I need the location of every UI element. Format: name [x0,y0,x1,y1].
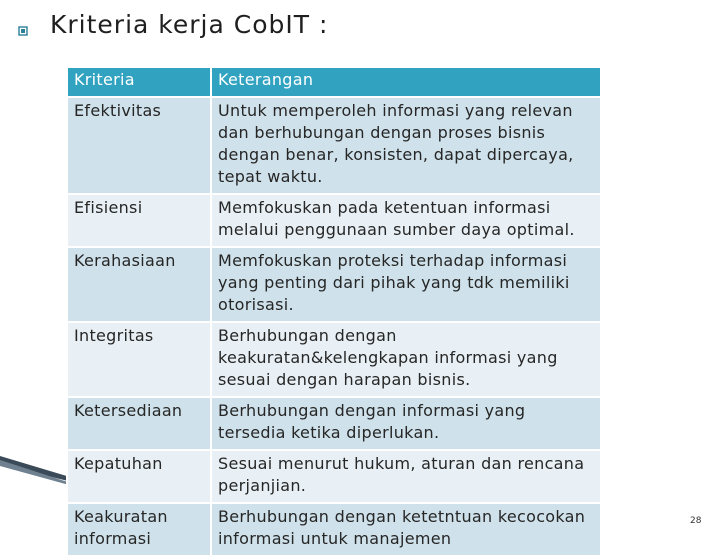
cell-keterangan: Berhubungan dengan keakuratan&kelengkapan informasi yang sesuai dengan harapan bisnis. [211,322,601,397]
cell-kriteria: Kepatuhan [67,450,211,503]
cell-kriteria: Keakuratan informasi [67,503,211,556]
page-number: 28 [690,516,702,526]
cell-kriteria: Integritas [67,322,211,397]
table-row [67,503,601,556]
cell-keterangan: Berhubungan dengan ketetntuan kecocokan informasi untuk manajemen [211,503,601,556]
cell-kriteria: Efektivitas [67,97,211,194]
cell-keterangan: Memfokuskan pada ketentuan informasi melalui penggunaan sumber daya optimal. [211,194,601,247]
slide-title: Kriteria kerja CobIT : [50,10,329,39]
cell-keterangan: Memfokuskan proteksi terhadap informasi yang penting dari pihak yang tdk memiliki otorisasi. [211,247,601,322]
cell-keterangan: Berhubungan dengan informasi yang tersedia ketika diperlukan. [211,397,601,450]
cell-kriteria: Efisiensi [67,194,211,247]
bullet-icon [18,26,28,36]
cell-kriteria: Ketersediaan [67,397,211,450]
table-row [67,397,601,450]
table-row [67,194,601,247]
table-row [67,97,601,194]
table-header-row [67,67,601,97]
cell-kriteria: Kerahasiaan [67,247,211,322]
cell-keterangan: Untuk memperoleh informasi yang relevan dan berhubungan dengan proses bisnis dengan benar, konsisten, dapat dipercaya, tepat waktu. [211,97,601,194]
cell-keterangan: Sesuai menurut hukum, aturan dan rencana perjanjian. [211,450,601,503]
header-keterangan: Keterangan [211,67,601,97]
header-kriteria: Kriteria [67,67,211,97]
table-row [67,450,601,503]
criteria-table [66,66,602,557]
table-row [67,322,601,397]
table-row [67,247,601,322]
